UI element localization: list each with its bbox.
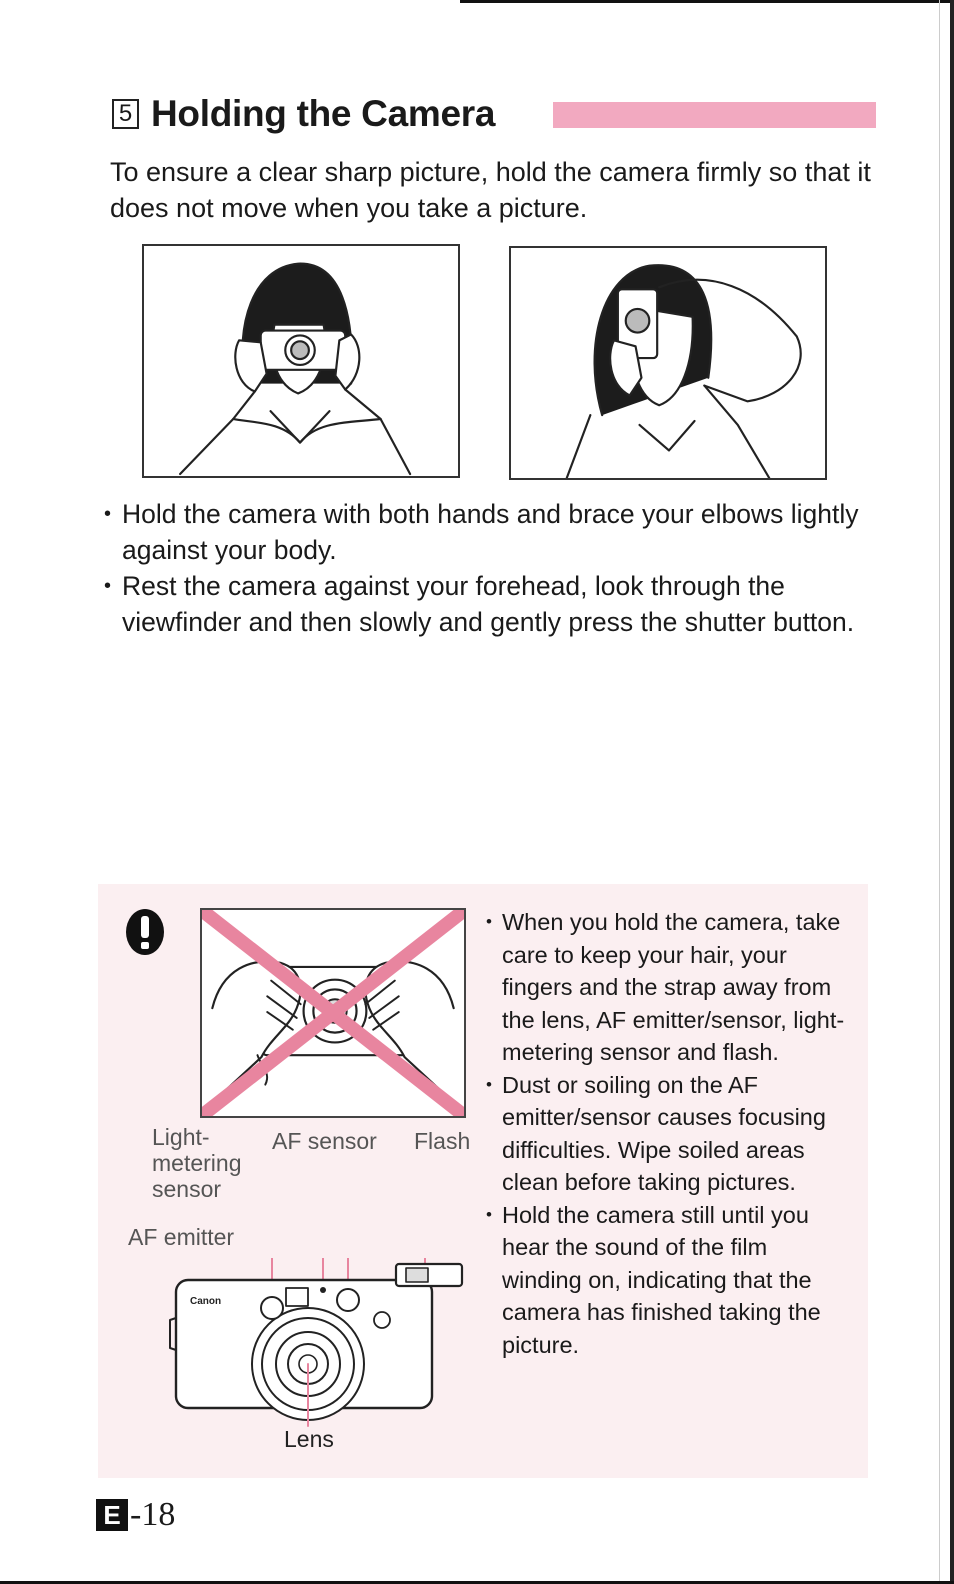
label-af-emitter: AF emitter <box>128 1224 235 1250</box>
page-fold-line <box>939 0 940 1584</box>
section-letter-badge: E <box>96 1499 128 1531</box>
bullet-dot: • <box>486 912 492 931</box>
holding-tips-list <box>104 496 874 640</box>
bullet-text: Hold the camera still until you hear the sound of the film winding on, indicating that the camera has finished taking the picture. <box>502 1201 821 1358</box>
list-item <box>104 568 874 640</box>
label-af-sensor: AF sensor <box>272 1128 377 1154</box>
bullet-dot: • <box>104 503 112 525</box>
title-accent-bar <box>553 102 876 128</box>
illustration-holding-both-hands <box>142 244 460 478</box>
page-edge-right <box>950 0 954 1584</box>
bullet-text: Rest the camera against your forehead, look through the viewfinder and then slowly and gently press the shutter button. <box>122 571 855 637</box>
label-flash: Flash <box>414 1128 471 1154</box>
bullet-text: When you hold the camera, take care to keep your hair, your fingers and the strap away from the lens, AF emitter/sensor, light-metering sensor and flash. <box>502 909 845 1065</box>
illustration-holding-vertical <box>509 246 827 480</box>
illustration-wrong-grip <box>200 908 466 1118</box>
section-heading <box>112 92 495 136</box>
list-item <box>486 906 850 1069</box>
bullet-dot: • <box>104 575 112 597</box>
list-item <box>104 496 874 568</box>
caution-icon <box>124 908 166 956</box>
bullet-dot: • <box>486 1074 492 1094</box>
list-item <box>486 1069 850 1199</box>
page-edge-top <box>460 0 954 3</box>
label-lens: Lens <box>284 1426 334 1452</box>
bullet-text: Dust or soiling on the AF emitter/sensor causes focusing difficulties. Wipe soiled areas clean before taking pictures. <box>502 1071 826 1195</box>
label-light-metering-sensor: Light- metering sensor <box>152 1124 242 1202</box>
intro-paragraph: To ensure a clear sharp picture, hold the camera firmly so that it does not move when you take a picture. <box>110 157 871 223</box>
page-number-text: -18 <box>130 1496 176 1533</box>
page-title: Holding the Camera <box>151 93 496 134</box>
camera-brand-text: Canon <box>190 1296 222 1307</box>
bullet-dot: • <box>486 1204 492 1224</box>
list-item <box>486 1199 850 1362</box>
page-number <box>96 1496 175 1534</box>
section-number: 5 <box>112 99 139 129</box>
bullet-text: Hold the camera with both hands and brace your elbows lightly against your body. <box>122 499 859 565</box>
camera-front-diagram <box>168 1258 468 1440</box>
caution-notes-list <box>486 906 850 1361</box>
